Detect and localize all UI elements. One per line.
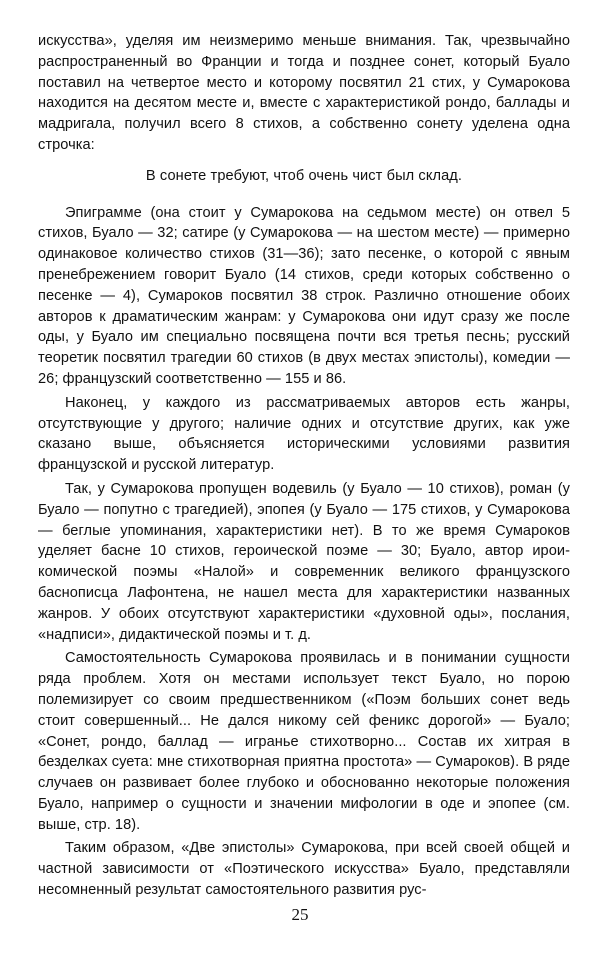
paragraph-1: искусства», уделяя им неизмеримо меньше внимания. Так, чрезвычайно распространенный во Франции и тогда и позднее сонет, который Буало поставил на четвертое место и которому посвятил 21 стих, у Сумарокова находится на десятом месте и, вместе с характеристикой рондо, баллады и мадригала, получил всего 8 стихов, а собственно сонету уделена одна строчка:: [38, 33, 570, 153]
page-number: 25: [291, 905, 309, 924]
body-text: [38, 31, 570, 901]
verse-quote: В сонете требуют, чтоб очень чист был склад.: [145, 167, 463, 184]
paragraph-3: Наконец, у каждого из рассматриваемых авторов есть жанры, отсутствующие у другого; наличие одних и отсутствие других, как уже сказано выше, объясняется историческими условиями развития французской и русской литератур.: [38, 394, 570, 474]
paragraph-5: Самостоятельность Сумарокова проявилась и в понимании сущности ряда проблем. Хотя он местами использует текст Буало, но порою полемизирует со своим предшественником («Поэм больших сонет ведь стоит совершенный... Не дался никому сей феникс дорогой» — Буало; «Сонет, рондо, баллад — игранье стихотворно... Состав их хитрая в безделках суета: мне стихотворная приятна простота» — Сумароков). В ряде случаев он развивает более глубоко и обоснованно некоторые положения Буало, например о сущности и значении мифологии в оде и эпопее (см. выше, стр. 18).: [38, 650, 570, 833]
paragraph-2: Эпиграмме (она стоит у Сумарокова на седьмом месте) он отвел 5 стихов, Буало — 32; сатире (у Сумарокова — на шестом месте) — примерно одинаковое количество стихов (31—36); зато песенке, о которой с явным пренебрежением говорит Буало (14 стихов, среди которых собственно о песенке — 4), Сумароков посвятил 38 строк. Различно отношение обоих авторов к драматическим жанрам: у Сумарокова они идут сразу же после оды, у Буало им специально посвящена почти вся третья песнь; русский теоретик посвятил трагедии 60 стихов (в двух местах эпистолы), комедии — 26; французский соответственно — 155 и 86.: [38, 204, 570, 387]
paragraph-4: Так, у Сумарокова пропущен водевиль (у Буало — 10 стихов), роман (у Буало — попутно с трагедией), эпопея (у Буало — 175 стихов, у Сумарокова — беглые упоминания, характеристики нет). В то же время Сумароков уделяет басне 10 стихов, героической поэме — 30; Буало, автор ирои-комической поэмы «Налой» и современник великого французского баснописца Лафонтена, не нашел места для характеристики названных жанров. У обоих отсутствуют характеристики «духовной оды», послания, «надписи», дидактической поэмы и т. д.: [38, 480, 570, 643]
paragraph-6: Таким образом, «Две эпистолы» Сумарокова, при всей своей общей и частной зависимости от «Поэтического искусства» Буало, представляли несомненный результат самостоятельного развития рус-: [38, 840, 570, 899]
